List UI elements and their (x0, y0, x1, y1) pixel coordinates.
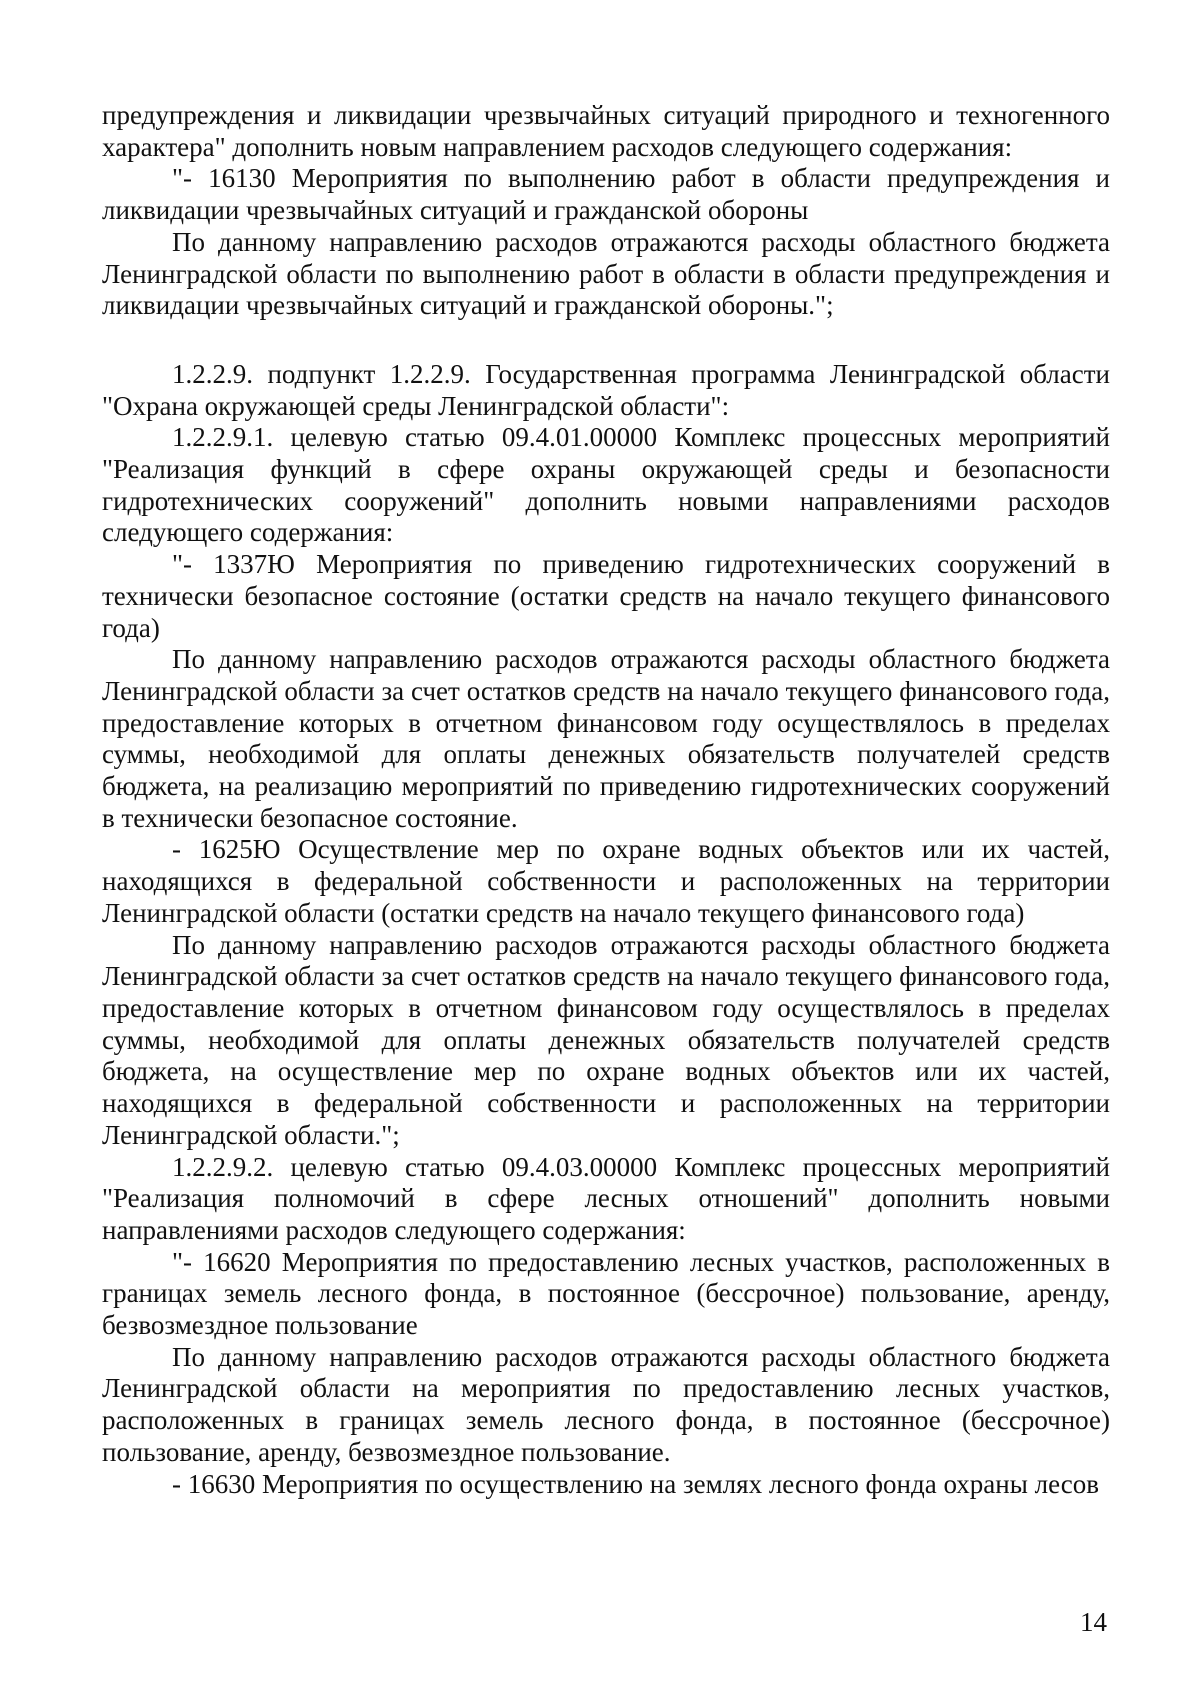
paragraph-continuation: предупреждения и ликвидации чрезвычайных ситуаций природного и техногенного характера" дополнить новым направлением расходов следующего содержания: (102, 100, 1110, 162)
document-page (102, 100, 1110, 1580)
paragraph-item-16620: "- 16620 Мероприятия по предоставлению лесных участков, расположенных в границах земель лесного фонда, в постоянное (бессрочное) пользование, аренду, безвозмездное пользование (102, 1246, 1110, 1341)
paragraph-subclause-1-2-2-9: 1.2.2.9. подпункт 1.2.2.9. Государственная программа Ленинградской области "Охрана окружающей среды Ленинградской области": (102, 358, 1110, 421)
paragraph-gap (102, 322, 1110, 359)
paragraph-description-1625yu: По данному направлению расходов отражаются расходы областного бюджета Ленинградской области за счет остатков средств на начало текущего финансового года, предоставление которых в отчетном финансовом году осуществлялось в пределах суммы, необходимой для оплаты денежных обязательств получателей средств бюджета, на осуществление мер по охране водных объектов или их частей, находящихся в федеральной собственности и расположенных на территории Ленинградской области."; (102, 929, 1110, 1150)
paragraph-item-1625yu: - 1625Ю Осуществление мер по охране водных объектов или их частей, находящихся в федеральной собственности и расположенных на территории Ленинградской области (остатки средств на начало текущего финансового года) (102, 834, 1110, 928)
paragraph-item-16130: "- 16130 Мероприятия по выполнению работ в области предупреждения и ликвидации чрезвычайных ситуаций и гражданской обороны (102, 163, 1110, 226)
page-number: 14 (1080, 1607, 1107, 1637)
paragraph-subclause-1-2-2-9-2: 1.2.2.9.2. целевую статью 09.4.03.00000 Комплекс процессных мероприятий "Реализация полномочий в сфере лесных отношений" дополнить новыми направлениями расходов следующего содержания: (102, 1151, 1110, 1245)
paragraph-subclause-1-2-2-9-1: 1.2.2.9.1. целевую статью 09.4.01.00000 Комплекс процессных мероприятий "Реализация функций в сфере охраны окружающей среды и безопасности гидротехнических сооружений" дополнить новыми направлениями расходов следующего содержания: (102, 422, 1110, 548)
paragraph-description-1337yu: По данному направлению расходов отражаются расходы областного бюджета Ленинградской области за счет остатков средств на начало текущего финансового года, предоставление которых в отчетном финансовом году осуществлялось в пределах суммы, необходимой для оплаты денежных обязательств получателей средств бюджета, на реализацию мероприятий по приведению гидротехнических сооружений в технически безопасное состояние. (102, 644, 1110, 833)
paragraph-description-16130: По данному направлению расходов отражаются расходы областного бюджета Ленинградской области по выполнению работ в области в области предупреждения и ликвидации чрезвычайных ситуаций и гражданской обороны."; (102, 226, 1110, 321)
paragraph-description-16620: По данному направлению расходов отражаются расходы областного бюджета Ленинградской области на мероприятия по предоставлению лесных участков, расположенных в границах земель лесного фонда, в постоянное (бессрочное) пользование, аренду, безвозмездное пользование. (102, 1341, 1110, 1467)
paragraph-item-1337yu: "- 1337Ю Мероприятия по приведению гидротехнических сооружений в технически безопасное состояние (остатки средств на начало текущего финансового года) (102, 549, 1110, 643)
paragraph-item-16630: - 16630 Мероприятия по осуществлению на землях лесного фонда охраны лесов (172, 1468, 1099, 1499)
